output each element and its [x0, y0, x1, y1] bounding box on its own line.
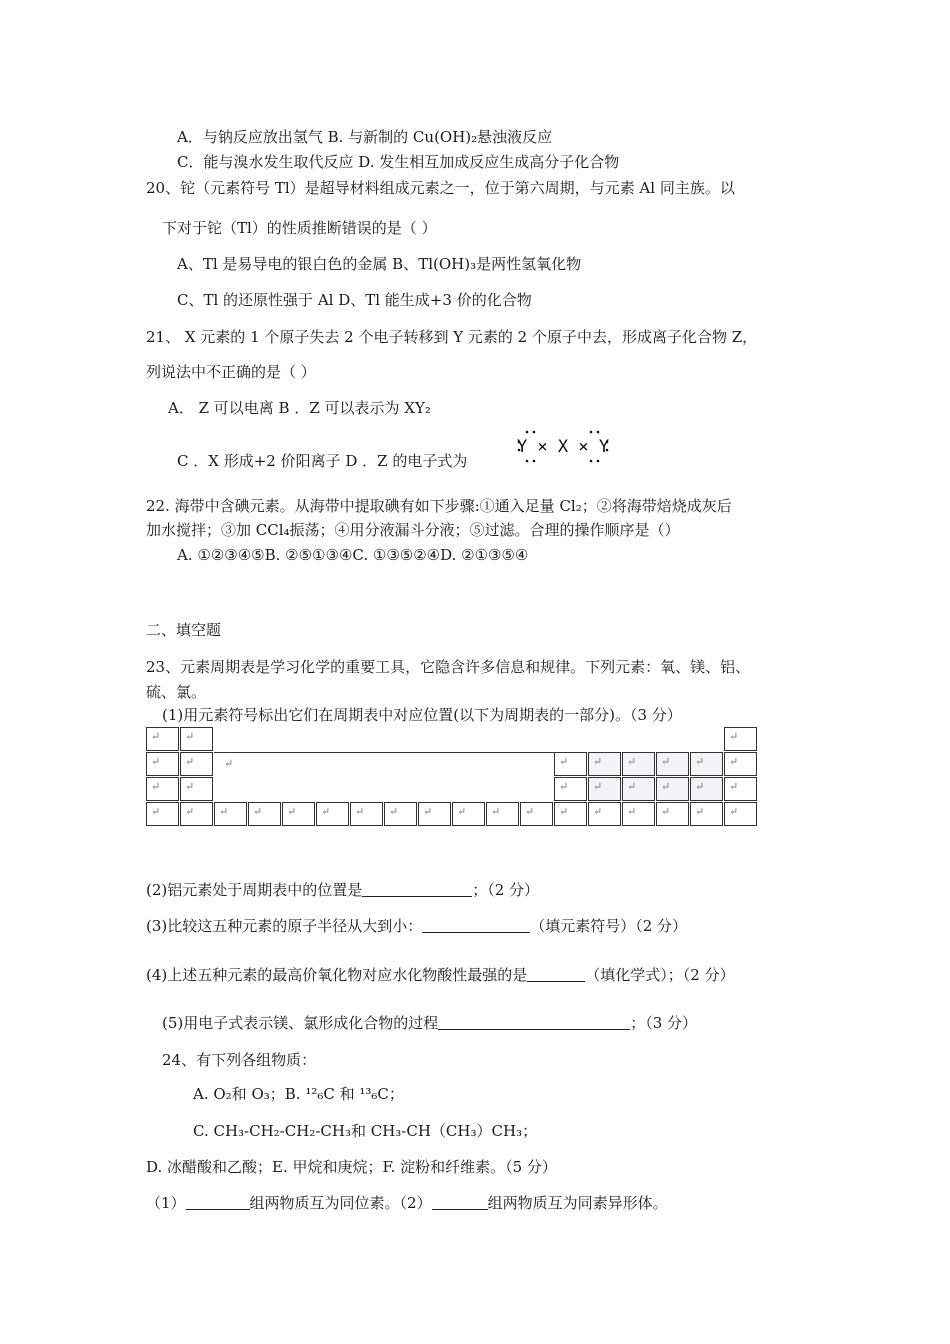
q23-part5-text: (5)用电子式表示镁、氯形成化合物的过程 — [162, 1014, 439, 1032]
q23-part2 — [146, 880, 539, 900]
q23-part2-tail: ；（2 分） — [472, 881, 540, 899]
periodic-table-fragment — [146, 727, 758, 830]
periodic-table-cell[interactable]: ↵ — [146, 777, 179, 801]
q23-part4 — [146, 965, 735, 985]
q21-stem-line1: 21、 X 元素的 1 个原子失去 2 个电子转移到 Y 元素的 2 个原子中去，形成离子化合物 Z， — [146, 328, 758, 346]
periodic-table-cell[interactable]: ↵ — [690, 777, 723, 801]
periodic-table-cell[interactable]: ↵ — [656, 777, 689, 801]
q24-options-ab: A. O₂和 O₃；B. ¹²₆C 和 ¹³₆C； — [193, 1085, 404, 1103]
periodic-table-cell[interactable]: ↵ — [418, 802, 451, 826]
periodic-table-cell[interactable]: ↵ — [724, 777, 757, 801]
answer-blank[interactable] — [527, 966, 585, 982]
answer-blank[interactable] — [438, 1014, 630, 1030]
q24-blank2-text: 组两物质互为同素异形体。 — [487, 1194, 668, 1212]
periodic-table-cell[interactable]: ↵ — [248, 802, 281, 826]
periodic-table-cell[interactable]: ↵ — [146, 727, 179, 751]
q24-option-c: C. CH₃-CH₂-CH₂-CH₃和 CH₃-CH（CH₃）CH₃； — [193, 1122, 538, 1140]
q23-part1: (1)用元素符号标出它们在周期表中对应位置(以下为周期表的一部分)。（3 分） — [162, 706, 682, 724]
q19-options-cd: C．能与溴水发生取代反应 D. 发生相互加成反应生成高分子化合物 — [177, 153, 620, 171]
electron-formula-figure — [513, 428, 613, 468]
q22-stem-line2: 加水搅拌；③加 CCl₄振荡；④用分液漏斗分液；⑤过滤。合理的操作顺序是（） — [146, 521, 680, 539]
section-heading-fill-in: 二、填空题 — [146, 621, 222, 639]
periodic-table-cell[interactable]: ↵ — [554, 752, 587, 776]
periodic-table-gap-mark: ↵ — [224, 757, 234, 770]
q21-stem-line2: 列说法中不正确的是（ ） — [146, 363, 316, 381]
periodic-table-cell[interactable]: ↵ — [180, 777, 213, 801]
periodic-table-cell[interactable]: ↵ — [690, 802, 723, 826]
answer-blank[interactable] — [362, 881, 472, 897]
q23-part5 — [162, 1013, 697, 1033]
q24-options-def: D. 冰醋酸和乙酸；E. 甲烷和庚烷；F. 淀粉和纤维素。（5 分） — [146, 1158, 557, 1176]
periodic-table-cell[interactable]: ↵ — [690, 752, 723, 776]
electron-formula-text: Y × X × Y — [516, 437, 610, 457]
q20-options-cd: C、Tl 的还原性强于 Al D、Tl 能生成+3 价的化合物 — [177, 291, 532, 309]
periodic-table-cell[interactable]: ↵ — [724, 727, 757, 751]
q20-options-ab: A、Tl 是易导电的银白色的金属 B、Tl(OH)₃是两性氢氧化物 — [177, 255, 582, 273]
periodic-table-cell[interactable]: ↵ — [656, 752, 689, 776]
answer-blank[interactable] — [186, 1194, 250, 1210]
periodic-table-cell[interactable]: ↵ — [724, 802, 757, 826]
q24-blank1-label: （1） — [146, 1194, 186, 1212]
q23-part2-text: (2)铝元素处于周期表中的位置是 — [146, 881, 363, 899]
q20-stem-line2: 下对于铊（Tl）的性质推断错误的是（ ） — [162, 219, 437, 237]
q21-options-cd: C ．X 形成+2 价阳离子 D ．Z 的电子式为 — [177, 452, 468, 470]
q23-part4-tail: （填化学式）；（2 分） — [585, 966, 735, 984]
answer-blank[interactable] — [432, 1194, 488, 1210]
periodic-table-border — [214, 752, 554, 753]
q24-blanks — [146, 1193, 668, 1213]
periodic-table-cell[interactable]: ↵ — [180, 802, 213, 826]
q22-stem-line1: 22. 海带中含碘元素。从海带中提取碘有如下步骤:①通入足量 Cl₂；②将海带焙烧成灰后 — [146, 497, 732, 515]
periodic-table-cell[interactable]: ↵ — [146, 802, 179, 826]
periodic-table-cell[interactable]: ↵ — [588, 752, 621, 776]
periodic-table-cell[interactable]: ↵ — [622, 802, 655, 826]
periodic-table-cell[interactable]: ↵ — [622, 777, 655, 801]
electron-dot-diagram — [513, 428, 613, 468]
periodic-table-cell[interactable]: ↵ — [350, 802, 383, 826]
periodic-table-cell[interactable]: ↵ — [180, 752, 213, 776]
q23-part3-tail: （填元素符号）（2 分） — [530, 917, 688, 935]
periodic-table-cell[interactable]: ↵ — [622, 752, 655, 776]
q19-options-ab: A．与钠反应放出氢气 B. 与新制的 Cu(OH)₂悬浊液反应 — [177, 128, 553, 146]
q23-stem-line2: 硫、氯。 — [146, 683, 207, 701]
q20-stem-line1: 20、铊（元素符号 Tl）是超导材料组成元素之一，位于第六周期，与元素 Al 同主族。以 — [146, 179, 735, 197]
periodic-table-cell[interactable]: ↵ — [146, 752, 179, 776]
periodic-table-cell[interactable]: ↵ — [656, 802, 689, 826]
periodic-table-cell[interactable]: ↵ — [724, 752, 757, 776]
answer-blank[interactable] — [422, 917, 530, 933]
periodic-table-cell[interactable]: ↵ — [554, 802, 587, 826]
q24-blank1-text: 组两物质互为同位素。（2） — [249, 1194, 432, 1212]
periodic-table-cell[interactable]: ↵ — [554, 777, 587, 801]
periodic-table-cell[interactable]: ↵ — [588, 802, 621, 826]
q24-stem: 24、有下列各组物质： — [162, 1051, 317, 1069]
periodic-table-cell[interactable]: ↵ — [384, 802, 417, 826]
q23-part5-tail: ；（3 分） — [630, 1014, 698, 1032]
periodic-table-cell[interactable]: ↵ — [214, 802, 247, 826]
q21-options-ab: A． Z 可以电离 B ．Z 可以表示为 XY₂ — [168, 399, 431, 417]
periodic-table-cell[interactable]: ↵ — [520, 802, 553, 826]
q23-part3 — [146, 916, 687, 936]
q23-part3-text: (3)比较这五种元素的原子半径从大到小： — [146, 917, 423, 935]
periodic-table-cell[interactable]: ↵ — [180, 727, 213, 751]
periodic-table-cell[interactable]: ↵ — [282, 802, 315, 826]
q22-options: A. ①②③④⑤B. ②⑤①③④C. ①③⑤②④D. ②①③⑤④ — [177, 546, 529, 564]
q23-part4-text: (4)上述五种元素的最高价氧化物对应水化物酸性最强的是 — [146, 966, 528, 984]
periodic-table-cell[interactable]: ↵ — [588, 777, 621, 801]
periodic-table-cell[interactable]: ↵ — [486, 802, 519, 826]
periodic-table-cell[interactable]: ↵ — [452, 802, 485, 826]
q23-stem-line1: 23、元素周期表是学习化学的重要工具，它隐含许多信息和规律。下列元素：氧、镁、铝、 — [146, 658, 751, 676]
periodic-table-cell[interactable]: ↵ — [316, 802, 349, 826]
